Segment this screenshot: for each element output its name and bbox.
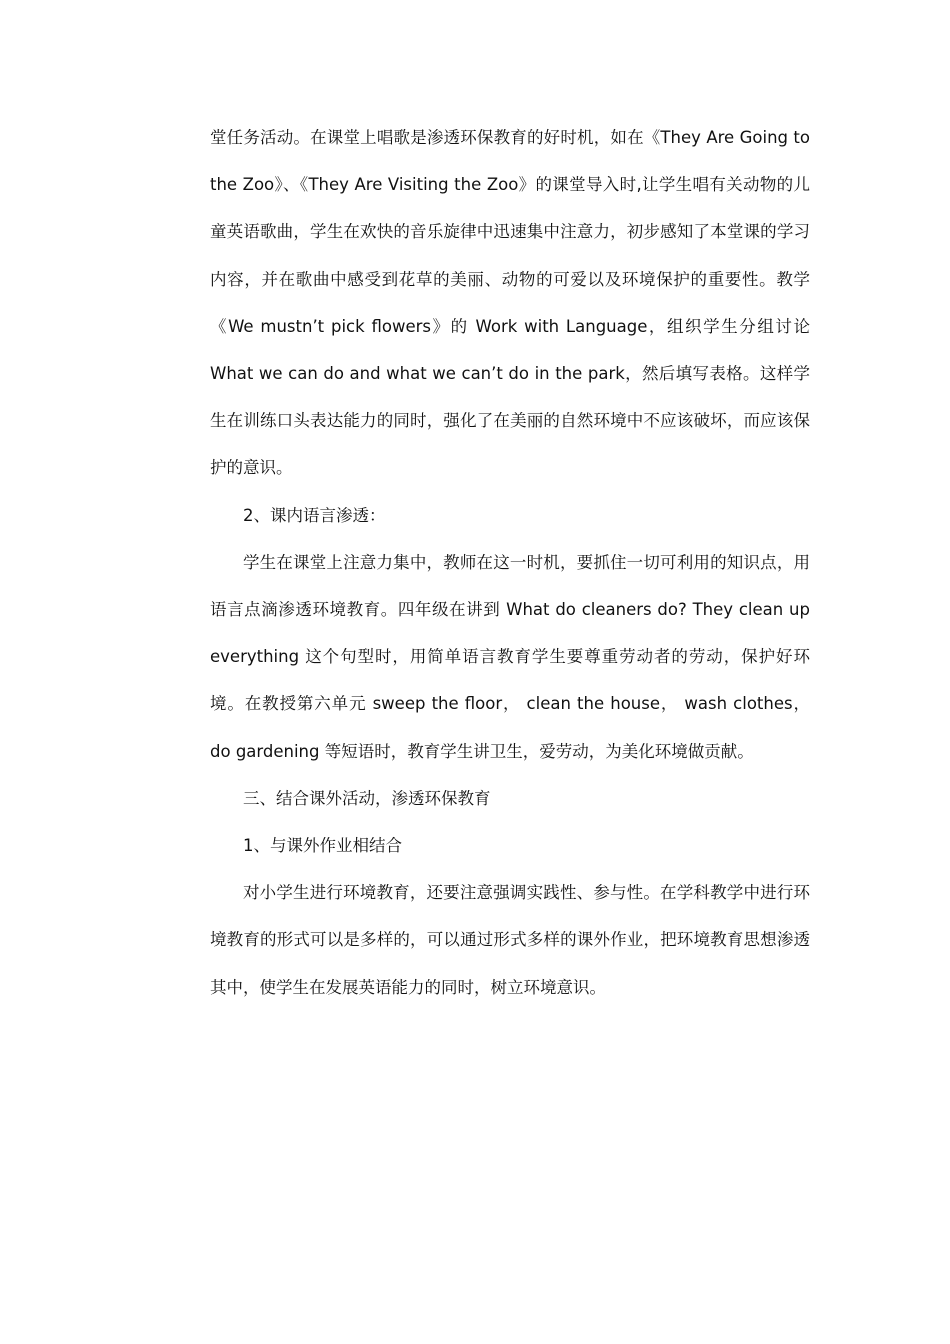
document-body: [210, 114, 810, 1011]
heading-extracurricular-activities: 三、结合课外活动，渗透环保教育: [243, 788, 491, 808]
paragraph-language-infiltration: 学生在课堂上注意力集中，教师在这一时机，要抓住一切可利用的知识点，用语言点滴渗透环境教育。四年级在讲到 What do cleaners do? They clean up everything 这个句型时，用简单语言教育学生要尊重劳动者的劳动，保护好环境。在教授第六单元 sweep the floor， clean the house， wash clothes，do gardening 等短语时，教育学生讲卫生，爱劳动，为美化环境做贡献。: [210, 552, 810, 761]
paragraph-homework: 对小学生进行环境教育，还要注意强调实践性、参与性。在学科教学中进行环境教育的形式可以是多样的，可以通过形式多样的课外作业，把环境教育思想渗透其中，使学生在发展英语能力的同时，树立环境意识。: [210, 883, 810, 997]
heading-homework: 1、与课外作业相结合: [243, 836, 402, 856]
paragraph-class-singing: 堂任务活动。在课堂上唱歌是渗透环保教育的好时机，如在《They Are Going to the Zoo》、《They Are Visiting the Zoo》的课堂导入时,让学生唱有关动物的儿童英语歌曲，学生在欢快的音乐旋律中迅速集中注意力，初步感知了本堂课的学习内容，并在歌曲中感受到花草的美丽、动物的可爱以及环境保护的重要性。教学《We mustn’t pick flowers》的 Work with Language，组织学生分组讨论 What we can do and what we can’t do in the park，然后填写表格。这样学生在训练口头表达能力的同时，强化了在美丽的自然环境中不应该破坏，而应该保护的意识。: [210, 128, 810, 478]
heading-in-class-language: 2、课内语言渗透：: [243, 505, 386, 525]
